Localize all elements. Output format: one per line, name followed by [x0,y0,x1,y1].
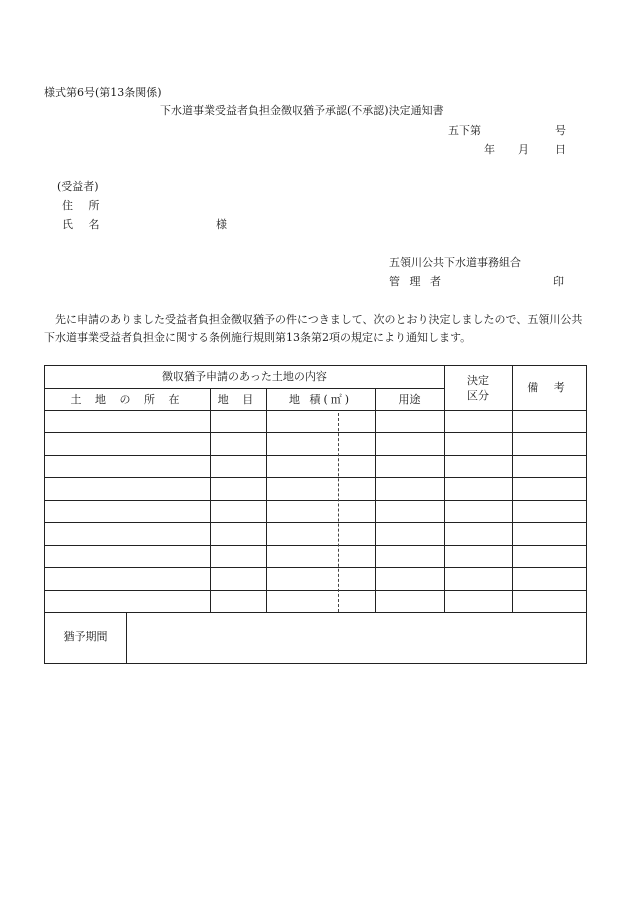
table-row[interactable] [45,501,586,523]
table-row[interactable] [45,591,586,613]
table-row[interactable] [45,568,586,590]
address-label: 住 所 [62,199,106,212]
notice-body-text: 先に申請のありました受益者負担金徴収猶予の件につきまして、次のとおり決定しましたので、五領川公共下水道事業受益者負担金に関する条例施行規則第13条第2項の規定により通知します。 [44,313,583,344]
name-label: 氏 名 [62,218,106,231]
table-row[interactable] [45,411,586,433]
column-header-area: 地 積(㎡) [288,393,353,406]
table-row[interactable] [45,478,586,500]
column-header-location: 土 地 の 所 在 [70,393,185,406]
issuer-organization: 五領川公共下水道事務組合 [389,256,521,269]
column-header-decision-line2: 区分 [467,389,489,402]
date-day-label: 日 [555,143,566,156]
table-row[interactable] [45,433,586,455]
column-header-decision-line1: 決定 [467,374,489,387]
reference-prefix: 五下第 [448,124,481,137]
issuer-role: 管 理 者 [389,275,444,288]
land-details-table [44,365,587,664]
table-row[interactable] [45,456,586,478]
document-title: 下水道事業受益者負担金徴収猶予承認(不承認)決定通知書 [160,104,444,117]
deferral-period-label: 猶予期間 [63,630,108,643]
seal-mark: 印 [553,275,564,288]
date-month-label: 月 [518,143,529,156]
recipient-heading: (受益者) [57,180,99,193]
reference-suffix: 号 [555,124,566,137]
honorific: 様 [216,218,227,231]
form-number: 様式第6号(第13条関係) [44,86,162,99]
column-header-remarks: 備 考 [527,381,571,394]
table-row[interactable] [45,523,586,545]
group-header: 徴収猶予申請のあった土地の内容 [162,370,327,383]
table-row[interactable] [45,546,586,568]
column-header-usage: 用途 [398,393,421,406]
column-header-land-category: 地 目 [217,393,259,406]
date-year-label: 年 [484,143,495,156]
